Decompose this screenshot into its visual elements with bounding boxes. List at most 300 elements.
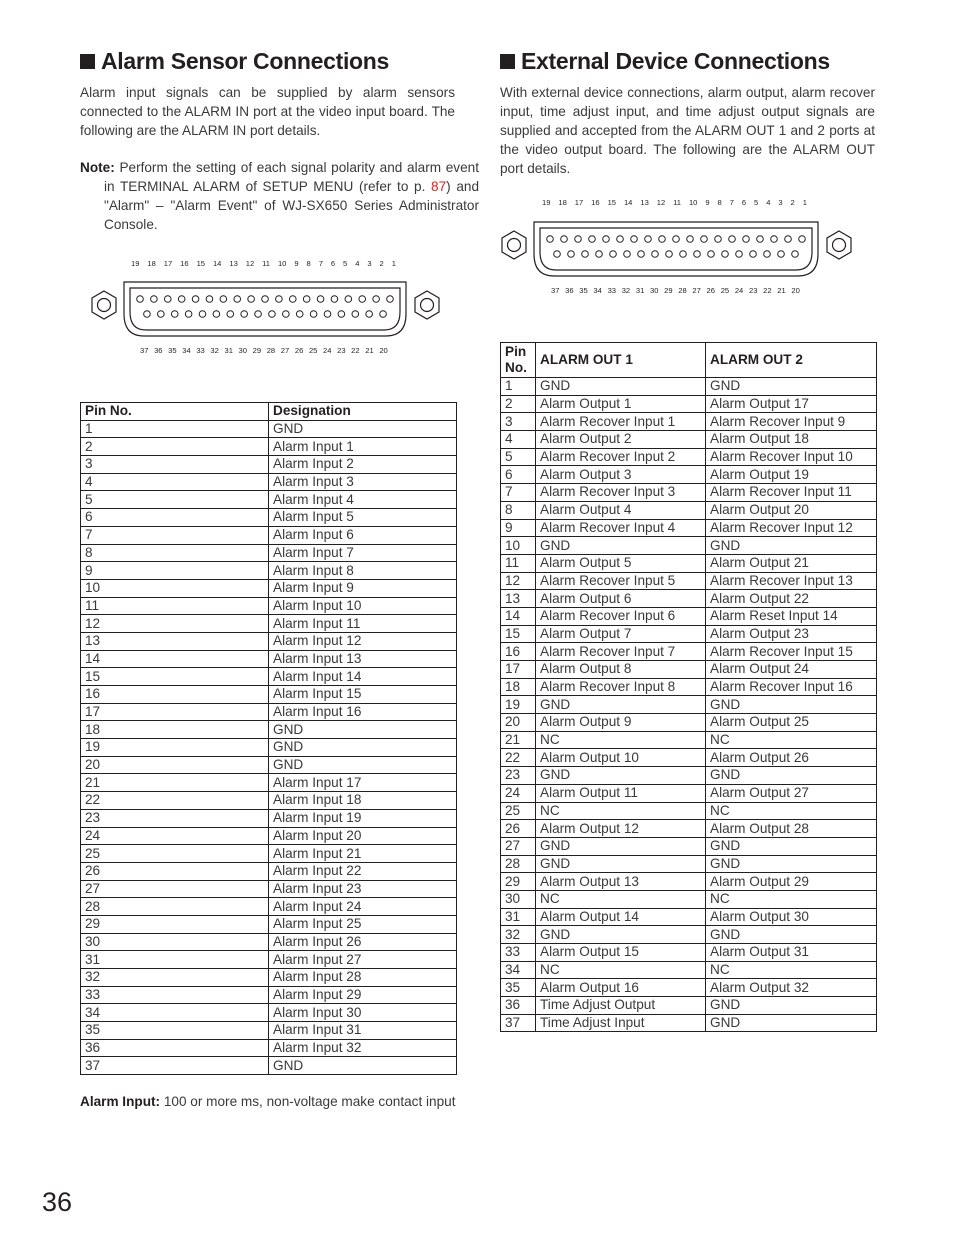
table-row bbox=[501, 501, 877, 519]
signal-cell: Alarm Input 3 bbox=[269, 473, 457, 491]
signal-cell: Alarm Recover Input 10 bbox=[706, 448, 877, 466]
table-row bbox=[81, 845, 457, 863]
pin-hole bbox=[757, 236, 764, 243]
pin-hole bbox=[687, 236, 694, 243]
table-row bbox=[501, 749, 877, 767]
pin-hole bbox=[701, 236, 708, 243]
pin-hole bbox=[324, 311, 331, 318]
table-row bbox=[81, 544, 457, 562]
pin-hole bbox=[750, 251, 757, 258]
pin-number-cell: 33 bbox=[501, 944, 536, 962]
signal-cell: Alarm Input 5 bbox=[269, 509, 457, 527]
signal-cell: Alarm Input 15 bbox=[269, 686, 457, 704]
designation-header: Designation bbox=[269, 403, 457, 421]
signal-cell: Alarm Recover Input 1 bbox=[536, 413, 706, 431]
table-row bbox=[501, 554, 877, 572]
pin-hole bbox=[554, 251, 561, 258]
alarm-sensor-title bbox=[80, 48, 389, 75]
pin-number-cell: 12 bbox=[501, 572, 536, 590]
signal-cell: Alarm Input 17 bbox=[269, 774, 457, 792]
signal-cell: Alarm Output 26 bbox=[706, 749, 877, 767]
external-device-intro: With external device connections, alarm output, alarm recover input, time adjust input, and time adjust output signals are supplied and accepted from the ALARM OUT 1 and 2 ports at the video output board. The following are the ALARM OUT port details. bbox=[500, 85, 875, 176]
signal-cell: GND bbox=[706, 378, 877, 396]
pin-number-label: 17 bbox=[574, 198, 584, 207]
table-row bbox=[501, 378, 877, 396]
signal-cell: GND bbox=[536, 926, 706, 944]
pin-hole bbox=[303, 296, 310, 303]
pin-number-cell: 5 bbox=[501, 448, 536, 466]
table-row bbox=[501, 643, 877, 661]
signal-cell: GND bbox=[269, 420, 457, 438]
pin-number-cell: 8 bbox=[501, 501, 536, 519]
pin-number-cell: 28 bbox=[501, 855, 536, 873]
pin-hole bbox=[380, 311, 387, 318]
signal-cell: GND bbox=[706, 926, 877, 944]
pin-number-label: 18 bbox=[558, 198, 567, 207]
note-text-before: Perform the setting of each signal polarity and alarm event in TERMINAL ALARM of SETUP MENU (refer to p. bbox=[104, 160, 479, 194]
pin-number-cell: 4 bbox=[81, 473, 269, 491]
table-row bbox=[81, 509, 457, 527]
note-label: Note: bbox=[80, 160, 115, 175]
note-text-after: ) and "Alarm" – "Alarm Event" of WJ-SX650 Series Administrator Console. bbox=[104, 179, 480, 232]
table-row bbox=[81, 632, 457, 650]
pin-number-label: 7 bbox=[318, 259, 323, 268]
dsub37-connector-icon bbox=[86, 278, 446, 340]
signal-cell: Alarm Input 7 bbox=[269, 544, 457, 562]
table-row bbox=[501, 395, 877, 413]
signal-cell: Alarm Input 4 bbox=[269, 491, 457, 509]
signal-cell: Alarm Input 9 bbox=[269, 579, 457, 597]
table-row bbox=[501, 590, 877, 608]
signal-cell: Alarm Output 21 bbox=[706, 554, 877, 572]
pin-hole bbox=[317, 296, 324, 303]
table-row bbox=[81, 898, 457, 916]
pin-number-label: 8 bbox=[717, 198, 722, 207]
pin-hole bbox=[694, 251, 701, 258]
signal-cell: Alarm Input 18 bbox=[269, 792, 457, 810]
pin-number-label: 11 bbox=[262, 259, 271, 268]
pin-hole bbox=[617, 236, 624, 243]
signal-cell: GND bbox=[536, 378, 706, 396]
signal-cell: GND bbox=[706, 855, 877, 873]
dsub37-connector-icon bbox=[496, 218, 858, 280]
signal-cell: Alarm Output 6 bbox=[536, 590, 706, 608]
signal-cell: Alarm Reset Input 14 bbox=[706, 607, 877, 625]
pin-number-cell: 25 bbox=[501, 802, 536, 820]
signal-cell: Alarm Output 7 bbox=[536, 625, 706, 643]
pin-number-cell: 32 bbox=[81, 969, 269, 987]
pin-number-label: 36 bbox=[154, 346, 163, 355]
pin-no-header: Pin No. bbox=[501, 343, 536, 378]
pin-hole bbox=[352, 311, 359, 318]
signal-cell: Alarm Output 13 bbox=[536, 873, 706, 891]
table-row bbox=[81, 491, 457, 509]
signal-cell: Alarm Input 8 bbox=[269, 562, 457, 580]
signal-cell: Alarm Input 2 bbox=[269, 456, 457, 474]
pin-number-label: 31 bbox=[635, 286, 645, 295]
table-header-row bbox=[81, 403, 457, 421]
pin-number-label: 20 bbox=[791, 286, 800, 295]
pin-hole bbox=[269, 311, 276, 318]
pin-number-cell: 4 bbox=[501, 431, 536, 449]
table-row bbox=[501, 572, 877, 590]
signal-cell: Alarm Output 25 bbox=[706, 714, 877, 732]
pin-number-label: 33 bbox=[196, 346, 205, 355]
signal-cell: Alarm Input 14 bbox=[269, 668, 457, 686]
pin-number-label: 37 bbox=[140, 346, 149, 355]
signal-cell: Alarm Recover Input 9 bbox=[706, 413, 877, 431]
pin-hole bbox=[547, 236, 554, 243]
pin-hole bbox=[234, 296, 241, 303]
table-row bbox=[501, 767, 877, 785]
signal-cell: Alarm Output 2 bbox=[536, 431, 706, 449]
pin-number-cell: 8 bbox=[81, 544, 269, 562]
pin-number-cell: 15 bbox=[501, 625, 536, 643]
alarm-out-top-pin-labels bbox=[542, 198, 807, 207]
pin-number-cell: 16 bbox=[81, 686, 269, 704]
table-row bbox=[81, 862, 457, 880]
pin-number-label: 21 bbox=[365, 346, 374, 355]
pin-number-cell: 23 bbox=[81, 809, 269, 827]
pin-number-cell: 14 bbox=[501, 607, 536, 625]
alarm-in-pin-table bbox=[80, 402, 457, 1075]
pin-number-cell: 26 bbox=[81, 862, 269, 880]
signal-cell: NC bbox=[706, 802, 877, 820]
pin-number-cell: 21 bbox=[81, 774, 269, 792]
pin-number-cell: 15 bbox=[81, 668, 269, 686]
pin-number-label: 35 bbox=[168, 346, 177, 355]
pin-hole bbox=[255, 311, 262, 318]
pin-hole bbox=[387, 296, 394, 303]
pin-number-cell: 36 bbox=[501, 997, 536, 1015]
signal-cell: Alarm Input 10 bbox=[269, 597, 457, 615]
pin-hole bbox=[185, 311, 192, 318]
pin-hole bbox=[715, 236, 722, 243]
signal-cell: Alarm Input 11 bbox=[269, 615, 457, 633]
pin-number-label: 20 bbox=[379, 346, 388, 355]
pin-number-cell: 19 bbox=[81, 739, 269, 757]
pin-hole bbox=[213, 311, 220, 318]
table-row bbox=[501, 979, 877, 997]
pin-number-label: 21 bbox=[777, 286, 786, 295]
pin-hole bbox=[220, 296, 227, 303]
pin-number-label: 4 bbox=[766, 198, 771, 207]
alarm-in-top-pin-labels bbox=[131, 259, 396, 268]
pin-number-cell: 21 bbox=[501, 731, 536, 749]
signal-cell: NC bbox=[706, 961, 877, 979]
table-row bbox=[501, 961, 877, 979]
pin-hole bbox=[164, 296, 171, 303]
pin-number-label: 25 bbox=[308, 346, 318, 355]
pin-number-cell: 2 bbox=[81, 438, 269, 456]
signal-cell: NC bbox=[536, 890, 706, 908]
pin-hole bbox=[561, 236, 568, 243]
table-row bbox=[81, 915, 457, 933]
pin-number-cell: 24 bbox=[81, 827, 269, 845]
pin-hole bbox=[178, 296, 185, 303]
signal-cell: Alarm Input 1 bbox=[269, 438, 457, 456]
pin-number-cell: 3 bbox=[81, 456, 269, 474]
pin-number-cell: 37 bbox=[501, 1014, 536, 1032]
table-row bbox=[501, 837, 877, 855]
alarm-out-1-header: ALARM OUT 1 bbox=[536, 343, 706, 378]
signal-cell: Alarm Output 23 bbox=[706, 625, 877, 643]
table-row bbox=[81, 986, 457, 1004]
pin-number-label: 36 bbox=[565, 286, 574, 295]
pin-number-label: 28 bbox=[678, 286, 687, 295]
pin-number-label: 6 bbox=[741, 198, 747, 207]
pin-hole bbox=[151, 296, 158, 303]
pin-number-label: 29 bbox=[252, 346, 262, 355]
table-row bbox=[501, 661, 877, 679]
pin-hole bbox=[778, 251, 785, 258]
pin-number-label: 22 bbox=[351, 346, 360, 355]
pin-number-cell: 10 bbox=[81, 579, 269, 597]
pin-number-label: 16 bbox=[591, 198, 600, 207]
alarm-out-pin-table bbox=[500, 342, 877, 1032]
table-row bbox=[81, 809, 457, 827]
signal-cell: Alarm Output 17 bbox=[706, 395, 877, 413]
signal-cell: GND bbox=[706, 997, 877, 1015]
signal-cell: Alarm Input 13 bbox=[269, 650, 457, 668]
pin-hole bbox=[666, 251, 673, 258]
note-page-link[interactable]: 87 bbox=[431, 179, 447, 194]
pin-number-cell: 24 bbox=[501, 784, 536, 802]
alarm-sensor-note bbox=[80, 158, 479, 234]
pin-hole bbox=[276, 296, 283, 303]
pin-hole bbox=[366, 311, 373, 318]
signal-cell: Alarm Output 20 bbox=[706, 501, 877, 519]
table-row bbox=[81, 933, 457, 951]
pin-number-cell: 20 bbox=[501, 714, 536, 732]
pin-number-label: 10 bbox=[688, 198, 698, 207]
signal-cell: Alarm Input 29 bbox=[269, 986, 457, 1004]
table-row bbox=[501, 413, 877, 431]
pin-number-cell: 5 bbox=[81, 491, 269, 509]
pin-number-cell: 1 bbox=[81, 420, 269, 438]
pin-number-cell: 22 bbox=[501, 749, 536, 767]
signal-cell: GND bbox=[536, 837, 706, 855]
alarm-sensor-intro: Alarm input signals can be supplied by alarm sensors connected to the ALARM IN port at the video input board. The following are the ALARM IN port details. bbox=[80, 85, 455, 138]
pin-hole bbox=[137, 296, 144, 303]
pin-number-label: 15 bbox=[196, 259, 206, 268]
pin-number-label: 34 bbox=[593, 286, 602, 295]
signal-cell: Alarm Output 3 bbox=[536, 466, 706, 484]
signal-cell: Alarm Output 24 bbox=[706, 661, 877, 679]
pin-number-label: 12 bbox=[245, 259, 255, 268]
signal-cell: Alarm Output 30 bbox=[706, 908, 877, 926]
pin-hole bbox=[596, 251, 603, 258]
pin-number-label: 24 bbox=[734, 286, 744, 295]
pin-number-cell: 3 bbox=[501, 413, 536, 431]
signal-cell: Alarm Input 16 bbox=[269, 703, 457, 721]
signal-cell: Alarm Output 10 bbox=[536, 749, 706, 767]
alarm-out-bottom-pin-labels bbox=[551, 286, 800, 295]
pin-hole bbox=[799, 236, 806, 243]
signal-cell: GND bbox=[536, 855, 706, 873]
signal-cell: Alarm Output 28 bbox=[706, 820, 877, 838]
table-row bbox=[501, 908, 877, 926]
signal-cell: Alarm Output 1 bbox=[536, 395, 706, 413]
signal-cell: Alarm Output 15 bbox=[536, 944, 706, 962]
signal-cell: Alarm Recover Input 11 bbox=[706, 484, 877, 502]
pin-number-cell: 34 bbox=[501, 961, 536, 979]
pin-number-label: 23 bbox=[748, 286, 758, 295]
table-row bbox=[81, 774, 457, 792]
signal-cell: Alarm Output 19 bbox=[706, 466, 877, 484]
table-row bbox=[501, 678, 877, 696]
pin-number-cell: 16 bbox=[501, 643, 536, 661]
pin-number-cell: 31 bbox=[81, 951, 269, 969]
table-row bbox=[501, 944, 877, 962]
table-row bbox=[501, 431, 877, 449]
pin-hole bbox=[729, 236, 736, 243]
pin-number-cell: 12 bbox=[81, 615, 269, 633]
pin-hole bbox=[338, 311, 345, 318]
table-row bbox=[81, 1004, 457, 1022]
alarm-in-bottom-pin-labels bbox=[140, 346, 388, 355]
table-row bbox=[81, 969, 457, 987]
table-row bbox=[81, 756, 457, 774]
pin-hole bbox=[652, 251, 659, 258]
pin-no-header: Pin No. bbox=[81, 403, 269, 421]
pin-hole bbox=[645, 236, 652, 243]
signal-cell: Alarm Input 24 bbox=[269, 898, 457, 916]
pin-number-label: 1 bbox=[391, 259, 396, 268]
pin-number-label: 32 bbox=[210, 346, 219, 355]
pin-number-cell: 7 bbox=[501, 484, 536, 502]
alarm-out-2-header: ALARM OUT 2 bbox=[706, 343, 877, 378]
pin-hole bbox=[262, 296, 269, 303]
signal-cell: Alarm Recover Input 15 bbox=[706, 643, 877, 661]
signal-cell: Alarm Input 12 bbox=[269, 632, 457, 650]
pin-number-cell: 2 bbox=[501, 395, 536, 413]
signal-cell: GND bbox=[269, 1057, 457, 1075]
pin-number-label: 7 bbox=[729, 198, 734, 207]
pin-hole bbox=[289, 296, 296, 303]
signal-cell: Alarm Input 6 bbox=[269, 526, 457, 544]
external-device-title-text: External Device Connections bbox=[521, 48, 830, 74]
signal-cell: Alarm Recover Input 4 bbox=[536, 519, 706, 537]
signal-cell: Alarm Output 32 bbox=[706, 979, 877, 997]
signal-cell: Alarm Output 12 bbox=[536, 820, 706, 838]
pin-number-label: 31 bbox=[224, 346, 233, 355]
pin-number-label: 35 bbox=[579, 286, 588, 295]
pin-number-cell: 29 bbox=[501, 873, 536, 891]
pin-number-label: 10 bbox=[277, 259, 287, 268]
square-bullet-icon bbox=[500, 54, 515, 69]
table-row bbox=[81, 579, 457, 597]
table-row bbox=[81, 1057, 457, 1075]
footnote-text: 100 or more ms, non-voltage make contact input bbox=[163, 1094, 456, 1109]
pin-number-label: 32 bbox=[621, 286, 631, 295]
pin-hole bbox=[171, 311, 178, 318]
pin-hole bbox=[673, 236, 680, 243]
signal-cell: Alarm Output 29 bbox=[706, 873, 877, 891]
pin-hole bbox=[192, 296, 199, 303]
signal-cell: GND bbox=[269, 756, 457, 774]
table-row bbox=[501, 890, 877, 908]
table-row bbox=[501, 820, 877, 838]
pin-number-cell: 33 bbox=[81, 986, 269, 1004]
table-row bbox=[501, 625, 877, 643]
signal-cell: Alarm Output 31 bbox=[706, 944, 877, 962]
table-row bbox=[81, 562, 457, 580]
signal-cell: Alarm Input 30 bbox=[269, 1004, 457, 1022]
pin-number-cell: 30 bbox=[81, 933, 269, 951]
table-row bbox=[81, 951, 457, 969]
signal-cell: Alarm Input 27 bbox=[269, 951, 457, 969]
signal-cell: GND bbox=[536, 537, 706, 555]
signal-cell: Alarm Recover Input 5 bbox=[536, 572, 706, 590]
table-row bbox=[81, 615, 457, 633]
pin-hole bbox=[624, 251, 631, 258]
signal-cell: Alarm Input 25 bbox=[269, 915, 457, 933]
signal-cell: GND bbox=[536, 696, 706, 714]
signal-cell: GND bbox=[706, 537, 877, 555]
signal-cell: Alarm Input 22 bbox=[269, 862, 457, 880]
pin-hole bbox=[296, 311, 303, 318]
table-row bbox=[501, 731, 877, 749]
pin-hole bbox=[206, 296, 213, 303]
pin-number-label: 30 bbox=[238, 346, 247, 355]
pin-number-cell: 18 bbox=[81, 721, 269, 739]
pin-number-cell: 29 bbox=[81, 915, 269, 933]
pin-number-label: 14 bbox=[623, 198, 633, 207]
pin-number-label: 17 bbox=[163, 259, 173, 268]
pin-number-cell: 30 bbox=[501, 890, 536, 908]
pin-number-cell: 17 bbox=[81, 703, 269, 721]
pin-number-label: 22 bbox=[763, 286, 772, 295]
signal-cell: Alarm Input 31 bbox=[269, 1022, 457, 1040]
table-row bbox=[81, 456, 457, 474]
signal-cell: Alarm Recover Input 13 bbox=[706, 572, 877, 590]
signal-cell: Alarm Output 16 bbox=[536, 979, 706, 997]
table-row bbox=[501, 537, 877, 555]
signal-cell: Alarm Recover Input 2 bbox=[536, 448, 706, 466]
pin-hole bbox=[722, 251, 729, 258]
pin-number-cell: 19 bbox=[501, 696, 536, 714]
signal-cell: Alarm Output 4 bbox=[536, 501, 706, 519]
table-row bbox=[81, 650, 457, 668]
signal-cell: Alarm Output 22 bbox=[706, 590, 877, 608]
pin-number-label: 26 bbox=[706, 286, 715, 295]
signal-cell: Alarm Input 23 bbox=[269, 880, 457, 898]
page-number: 36 bbox=[42, 1187, 73, 1217]
signal-cell: Alarm Recover Input 3 bbox=[536, 484, 706, 502]
table-row bbox=[501, 855, 877, 873]
signal-cell: GND bbox=[706, 837, 877, 855]
pin-number-cell: 14 bbox=[81, 650, 269, 668]
pin-hole bbox=[708, 251, 715, 258]
pin-hole bbox=[158, 311, 165, 318]
signal-cell: GND bbox=[706, 696, 877, 714]
signal-cell: GND bbox=[706, 1014, 877, 1032]
signal-cell: Alarm Input 19 bbox=[269, 809, 457, 827]
table-row bbox=[501, 784, 877, 802]
pin-number-label: 33 bbox=[607, 286, 617, 295]
pin-hole bbox=[331, 296, 338, 303]
pin-number-cell: 10 bbox=[501, 537, 536, 555]
pin-number-cell: 1 bbox=[501, 378, 536, 396]
table-row bbox=[501, 997, 877, 1015]
pin-number-label: 13 bbox=[640, 198, 649, 207]
table-row bbox=[81, 473, 457, 491]
pin-number-cell: 34 bbox=[81, 1004, 269, 1022]
pin-number-label: 11 bbox=[673, 198, 682, 207]
signal-cell: Alarm Output 27 bbox=[706, 784, 877, 802]
pin-number-cell: 23 bbox=[501, 767, 536, 785]
